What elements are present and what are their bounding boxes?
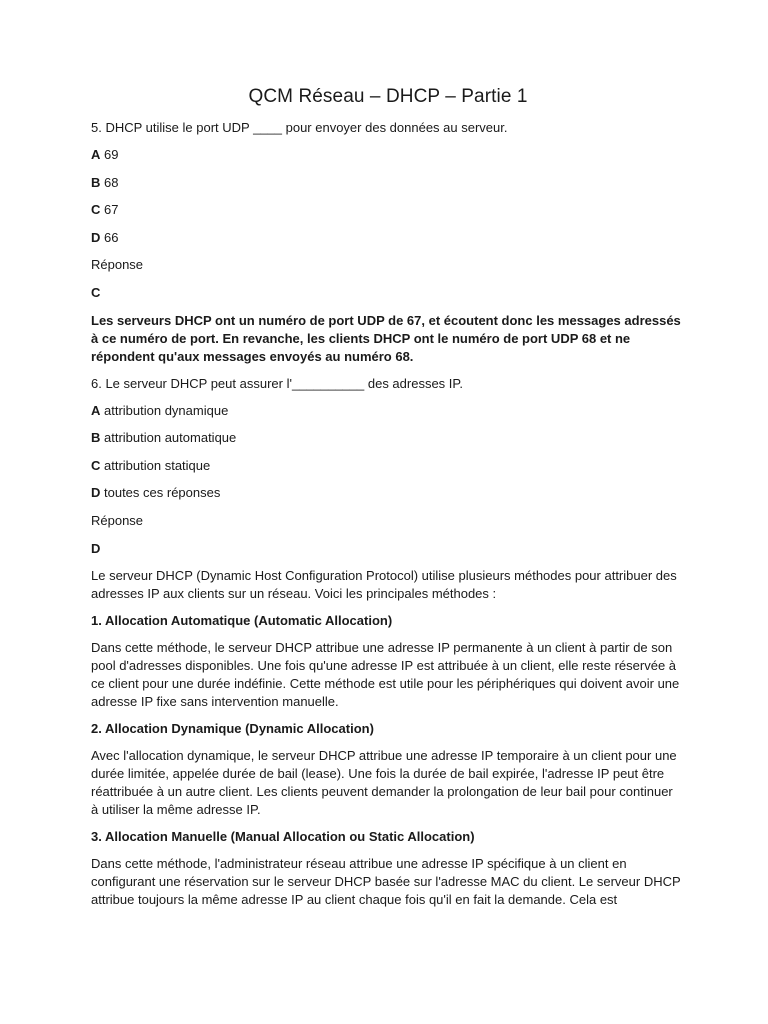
section-heading-dynamic: 2. Allocation Dynamique (Dynamic Allocation) xyxy=(91,721,374,737)
q5-answer: C xyxy=(91,284,101,300)
q5-explanation: Les serveurs DHCP ont un numéro de port UDP de 67, et écoutent donc les messages adressés à ce numéro de port. En revanche, les clients DHCP ont le numéro de port UDP 68 et ne répondent qu'aux messages envoyés au numéro 68. xyxy=(91,312,681,364)
option-text: attribution automatique xyxy=(100,430,237,446)
q5-option-a xyxy=(91,146,681,164)
q5-option-d xyxy=(91,229,681,247)
option-letter: C xyxy=(91,457,101,473)
q5-option-c xyxy=(91,201,681,219)
q6-intro: Le serveur DHCP (Dynamic Host Configuration Protocol) utilise plusieurs méthodes pour attribuer des adresses IP aux clients sur un réseau. Voici les principales méthodes : xyxy=(91,568,677,602)
section-heading-automatic: 1. Allocation Automatique (Automatic Allocation) xyxy=(91,613,393,629)
page-title: QCM Réseau – DHCP – Partie 1 xyxy=(248,86,528,107)
option-letter: D xyxy=(91,485,101,501)
option-text: toutes ces réponses xyxy=(100,485,221,501)
option-text: attribution statique xyxy=(100,457,211,473)
q6-option-d xyxy=(91,484,681,502)
option-text: attribution dynamique xyxy=(100,402,229,418)
question-6: 6. Le serveur DHCP peut assurer l'__________ des adresses IP. xyxy=(91,375,464,391)
option-text: 68 xyxy=(100,174,119,190)
option-text: 66 xyxy=(100,229,119,245)
section-text-dynamic: Avec l'allocation dynamique, le serveur DHCP attribue une adresse IP temporaire à un client pour une durée limitée, appelée durée de bail (lease). Une fois la durée de bail expirée, l'adresse IP peut être réattribuée à un autre client. Les clients peuvent demander la prolongation de leur bail pour continuer à utiliser la même adresse IP. xyxy=(91,748,677,818)
q6-reponse-label: Réponse xyxy=(91,512,144,528)
option-letter: B xyxy=(91,174,101,190)
option-text: 67 xyxy=(100,202,119,218)
option-letter: B xyxy=(91,430,101,446)
q6-option-c xyxy=(91,457,681,475)
q6-answer: D xyxy=(91,540,101,556)
option-letter: D xyxy=(91,229,101,245)
option-text: 69 xyxy=(100,147,119,162)
q5-reponse-label: Réponse xyxy=(91,257,144,273)
question-5: 5. DHCP utilise le port UDP ____ pour envoyer des données au serveur. xyxy=(91,120,508,135)
section-text-automatic: Dans cette méthode, le serveur DHCP attribue une adresse IP permanente à un client à partir de son pool d'adresses disponibles. Une fois qu'une adresse IP est attribuée à un client, elle reste réservée à ce client pour une durée indéfinie. Cette méthode est utile pour les périphériques qui doivent avoir une adresse IP fixe sans intervention manuelle. xyxy=(91,640,680,710)
section-text-manual: Dans cette méthode, l'administrateur réseau attribue une adresse IP spécifique à un client en configurant une réservation sur le serveur DHCP basée sur l'adresse MAC du client. Le serveur DHCP attribue toujours la même adresse IP au client chaque fois qu'il en fait la demande. Cela est xyxy=(91,856,681,908)
document-page xyxy=(91,86,681,918)
option-letter: C xyxy=(91,202,101,218)
option-letter: A xyxy=(91,402,101,418)
q5-option-b xyxy=(91,174,681,192)
q6-option-b xyxy=(91,429,681,447)
q6-option-a xyxy=(91,402,681,420)
option-letter: A xyxy=(91,147,101,162)
section-heading-manual: 3. Allocation Manuelle (Manual Allocation ou Static Allocation) xyxy=(91,829,475,845)
